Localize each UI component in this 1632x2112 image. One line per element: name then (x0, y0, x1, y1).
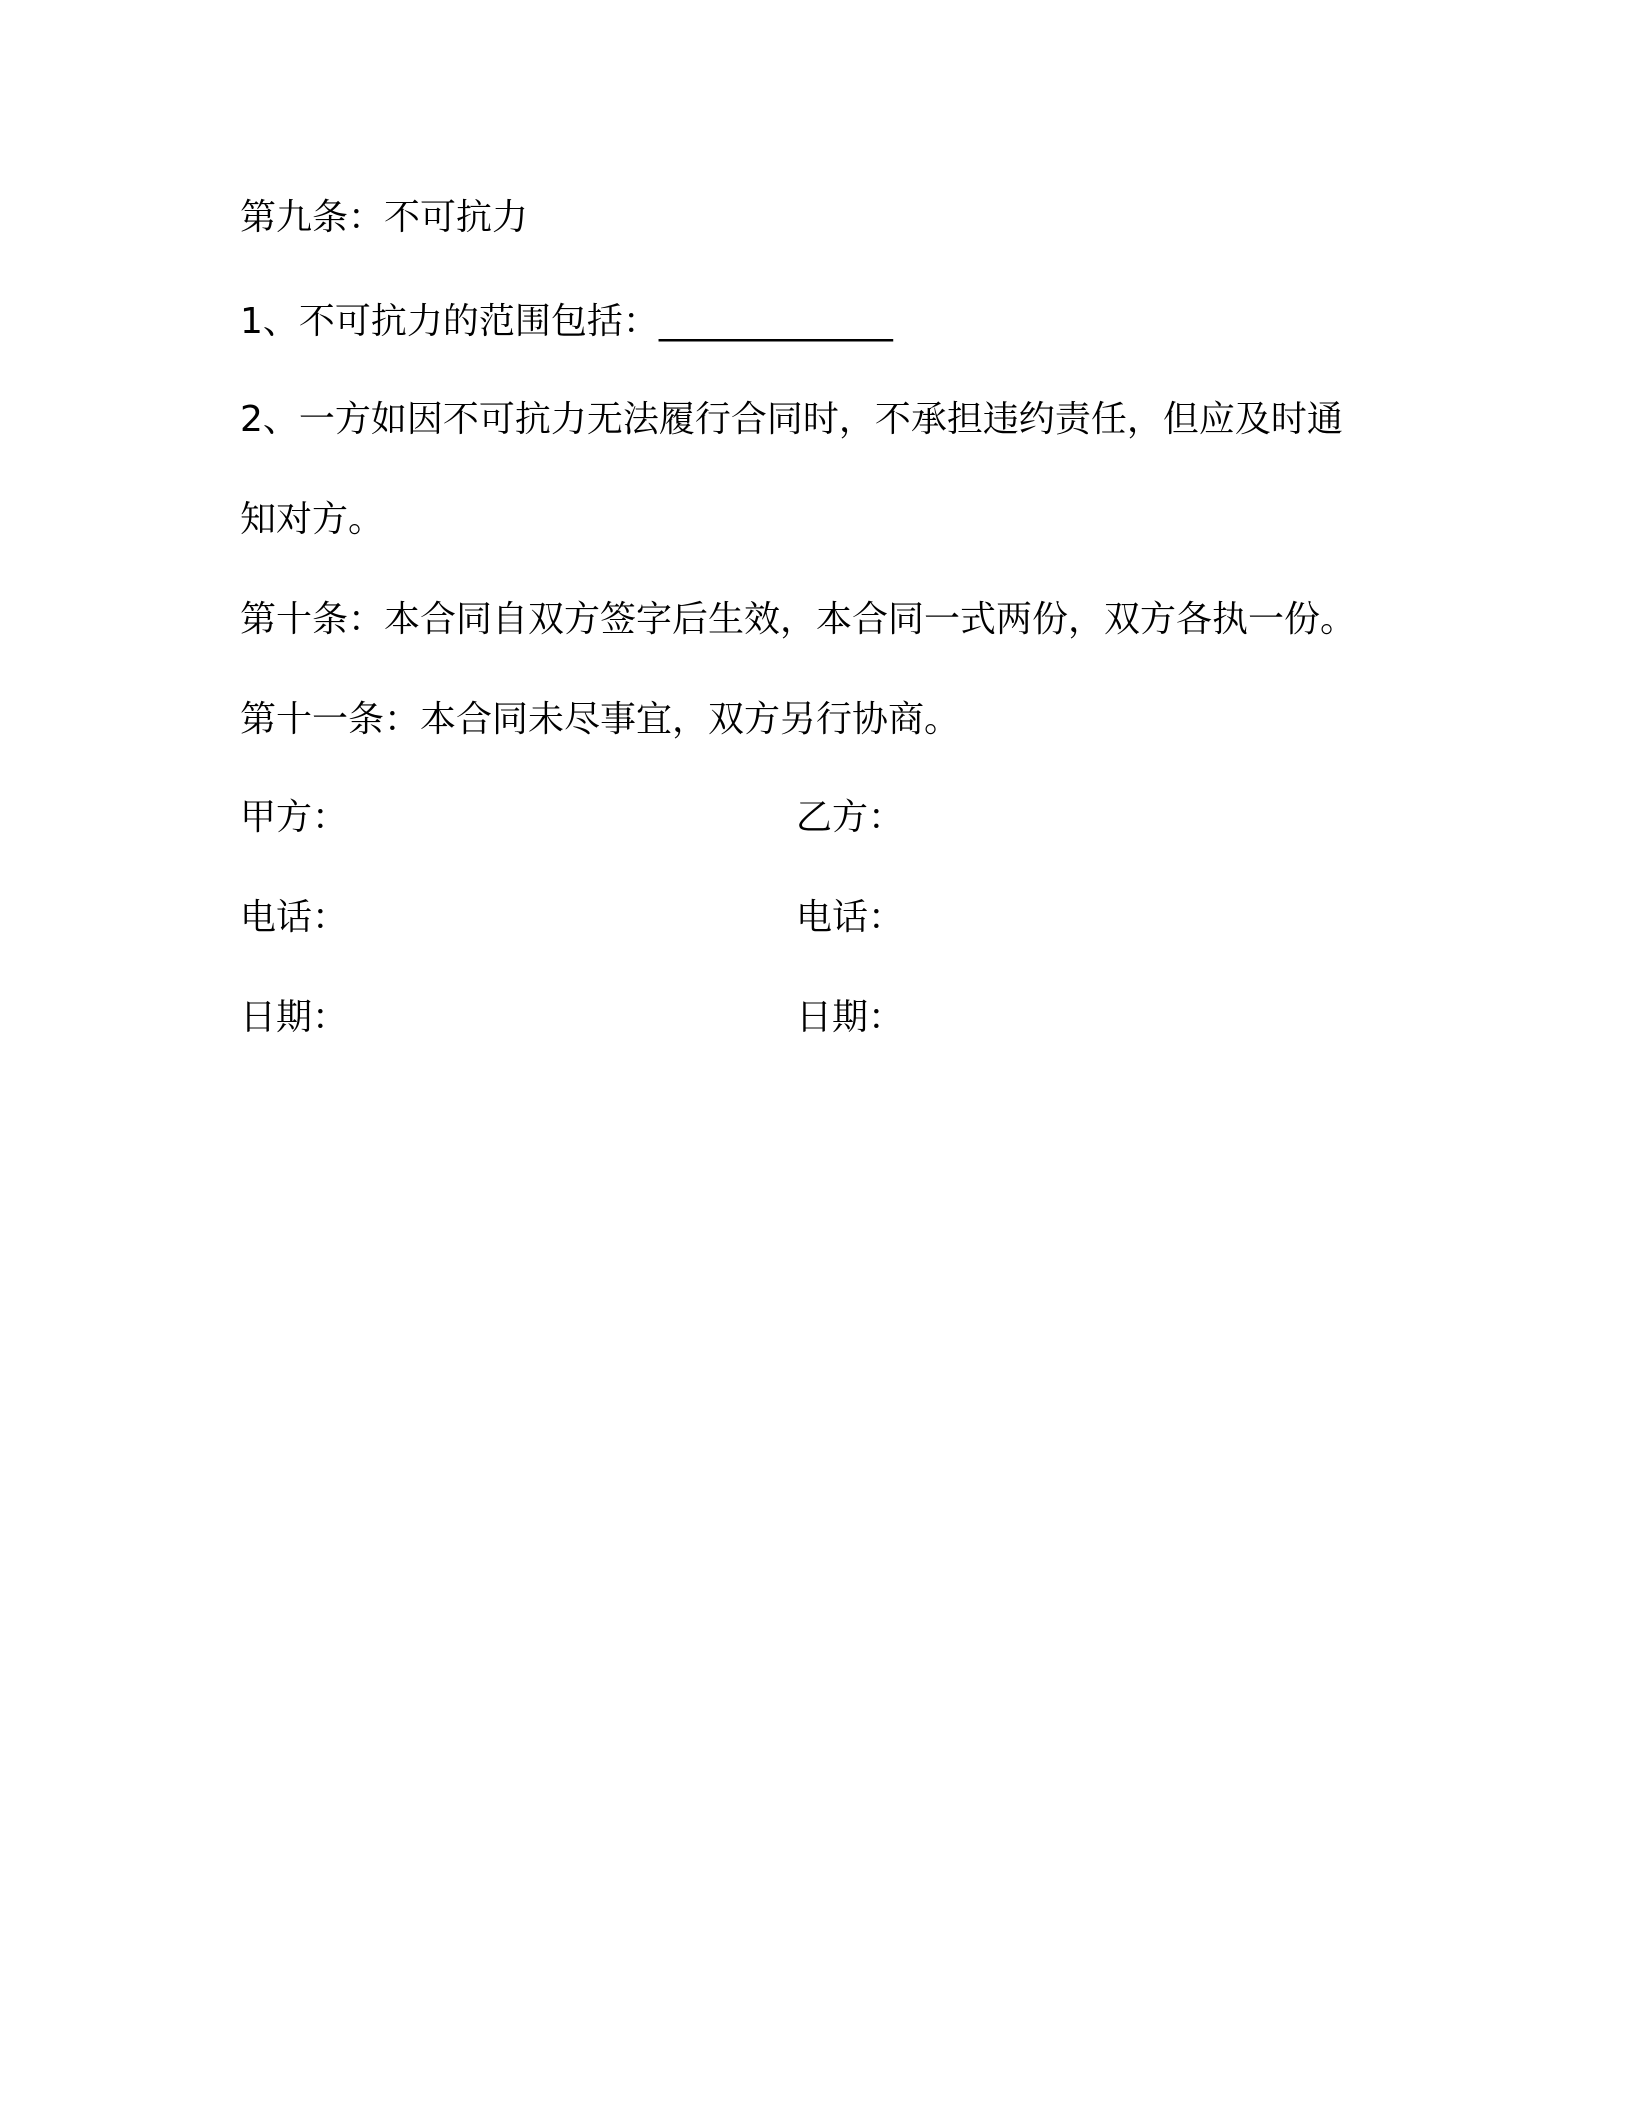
article9-item2-line1: 2、一方如因不可抗力无法履行合同时，不承担违约责任，但应及时通 (240, 399, 1343, 440)
article9-item2-line2: 知对方。 (240, 499, 385, 540)
article11: 第十一条：本合同未尽事宜，双方另行协商。 (240, 699, 961, 740)
date-b-label: 日期： (796, 997, 905, 1038)
phone-b-label: 电话： (796, 897, 905, 938)
party-b-label: 乙方： (796, 797, 905, 838)
date-a-label: 日期： (240, 997, 349, 1038)
phone-a-label: 电话： (240, 897, 349, 938)
party-a-label: 甲方： (240, 797, 349, 838)
article9-title: 第九条：不可抗力 (240, 197, 529, 238)
article10: 第十条：本合同自双方签字后生效，本合同一式两份，双方各执一份。 (240, 599, 1357, 640)
article9-item1: 1、不可抗力的范围包括：_____________ (240, 301, 893, 342)
